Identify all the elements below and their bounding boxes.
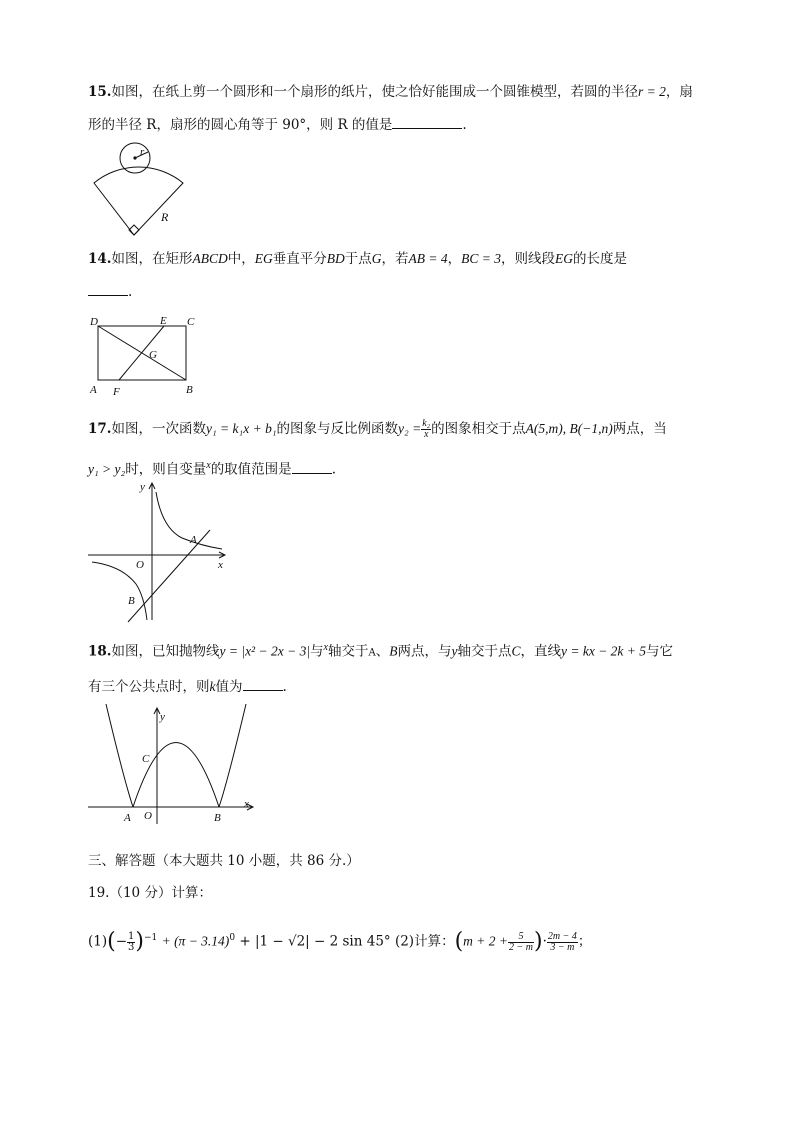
- q14-label-B: B: [186, 384, 193, 396]
- q18-text: 如图，已知抛物线: [111, 643, 220, 660]
- q17-figure: [86, 478, 236, 624]
- q14-label-E: E: [160, 315, 167, 327]
- q17-condition: y₁ > y₂: [88, 461, 126, 477]
- q14-abcd: ABCD: [192, 251, 228, 266]
- q18-text: 有三个公共点时，则: [88, 679, 210, 695]
- q18-b: B: [389, 643, 398, 659]
- q14-label-G: G: [149, 349, 157, 361]
- q18-line2: [88, 676, 287, 697]
- q14-label-D: D: [90, 316, 98, 328]
- q17-text: 的图象相交于点: [431, 421, 526, 437]
- q18-a: A: [368, 647, 376, 659]
- q19-frac-5: [508, 932, 534, 953]
- q19-paren2-close: ): [534, 929, 543, 954]
- q18-line: y = kx − 2k + 5: [560, 643, 647, 659]
- q17-end: .: [331, 461, 336, 478]
- q18-label-x: x: [244, 798, 249, 810]
- q15-figure: [88, 140, 198, 240]
- q19-abs-sin-term: + |1 − √2| − 2 sin 45°: [239, 933, 391, 950]
- q17-inverse-frac: [421, 419, 431, 440]
- q18-text: 与它: [646, 643, 674, 660]
- q18-label-A: A: [124, 812, 131, 824]
- q17-linear-fn: y₁ = k₁x + b₁: [206, 421, 277, 436]
- q18-x: x: [323, 642, 328, 653]
- q14-number: 14.: [88, 251, 112, 267]
- q14-text: ，则线段: [500, 251, 555, 267]
- q19-exp: −1: [144, 933, 158, 943]
- q15-radius: r = 2: [638, 84, 666, 99]
- q18-parabola: y = |x² − 2x − 3|: [219, 643, 311, 659]
- q19-frac-num: 2m − 4: [547, 930, 577, 942]
- q18-line1: [88, 638, 673, 664]
- q17-frac-den: x: [423, 429, 429, 440]
- q17-label-B: B: [128, 595, 135, 607]
- q17-text: 时，则自变量: [125, 461, 207, 478]
- q14-ab: AB = 4: [408, 251, 448, 266]
- q14-text: 中，: [227, 251, 255, 267]
- q15-text1: 如图，在纸上剪一个圆形和一个扇形的纸片，使之恰好能围成一个圆锥模型，若圆的半径: [111, 84, 638, 100]
- q15-sector: [94, 167, 183, 235]
- q14-label-F: F: [113, 386, 120, 397]
- q18-number: 18.: [88, 643, 112, 660]
- q14-answer-blank[interactable]: [88, 281, 128, 296]
- q18-text: 轴交于: [327, 643, 369, 660]
- q15-text2: 形的半径 R，扇形的圆心角等于 90°，则 R 的值是: [88, 117, 393, 133]
- q19-frac-den: 3 − m: [550, 941, 575, 953]
- q17-inverse-lhs: y₂ =: [398, 421, 422, 436]
- q17-line-y1: [128, 530, 210, 622]
- q15-answer-blank[interactable]: [392, 114, 462, 129]
- q15-text2-end: .: [462, 117, 467, 133]
- q17-label-x: x: [218, 559, 223, 571]
- q14-text: 于点: [344, 251, 372, 267]
- q17-number: 17.: [88, 421, 112, 437]
- q14-figure: [88, 312, 203, 397]
- q15-label-R: R: [161, 210, 169, 224]
- q17-text: 两点，当: [612, 421, 667, 437]
- q17-text: 的取值范围是: [210, 461, 292, 478]
- q14-eg: EG: [254, 251, 273, 266]
- q15-number: 15.: [88, 84, 112, 100]
- q14-bc: BC = 3: [461, 251, 501, 266]
- q14-line1: [88, 249, 627, 269]
- q17-x: x: [206, 460, 211, 471]
- q19-part1-label: (1): [88, 933, 108, 950]
- q14-text: ，若: [381, 251, 409, 267]
- q18-text: 值为: [215, 679, 243, 695]
- q15-line1: [88, 82, 693, 102]
- q18-label-y: y: [160, 711, 165, 723]
- q14-text: 的长度是: [572, 251, 627, 267]
- q17-text: 的图象与反比例函数: [276, 421, 399, 437]
- q17-line2: [88, 456, 336, 480]
- q14-g: G: [371, 251, 382, 266]
- q14-text: ，: [447, 251, 462, 267]
- q18-k: k: [209, 679, 216, 694]
- q17-label-A: A: [190, 534, 197, 546]
- q18-end: .: [282, 679, 287, 695]
- q17-answer-blank[interactable]: [292, 459, 332, 474]
- q14-text: 垂直平分: [272, 251, 327, 267]
- q18-y: y: [451, 643, 458, 659]
- q19-dot: ·: [542, 933, 547, 950]
- q17-text: 如图，一次函数: [111, 421, 206, 437]
- q17-label-y: y: [140, 481, 145, 493]
- q15-line2: [88, 114, 467, 135]
- q19-paren-close: ): [135, 929, 144, 954]
- q18-curve-left: [106, 704, 133, 807]
- q18-label-C: C: [142, 753, 150, 765]
- q19-frac-num: 1: [128, 930, 135, 942]
- q19-title: 19.（10 分）计算：: [88, 885, 212, 901]
- q18-text: 、: [375, 643, 390, 660]
- q19-frac-2m: [547, 932, 578, 953]
- q18-text: 与: [310, 643, 324, 660]
- q18-text: 轴交于点: [457, 643, 512, 660]
- q18-curve-right: [219, 704, 246, 807]
- q18-label-O: O: [144, 810, 152, 822]
- q14-bd: BD: [326, 251, 345, 266]
- q15-label-r: r: [140, 146, 145, 158]
- q14-eg: EG: [554, 251, 573, 266]
- q14-line2: [88, 281, 132, 302]
- q19-frac-den: 2 − m: [509, 941, 534, 953]
- q19-paren-open: (: [107, 929, 116, 954]
- q14-label-A: A: [90, 384, 97, 396]
- q19-expressions: [88, 928, 591, 953]
- q19-neg: −: [115, 933, 128, 950]
- q18-figure: [86, 700, 258, 828]
- q18-answer-blank[interactable]: [243, 676, 283, 691]
- q14-end: .: [128, 284, 133, 300]
- q14-text: 如图，在矩形: [111, 251, 193, 267]
- q19-part2-label: (2)计算：: [394, 933, 455, 950]
- q17-frac-num: k₂: [422, 418, 431, 429]
- q19-frac-num: 5: [508, 932, 534, 943]
- q14-label-C: C: [187, 316, 195, 328]
- q17-label-O: O: [136, 559, 144, 571]
- q19-pi-term: + (π − 3.14): [161, 933, 230, 949]
- q17-points: A(5,m), B(−1,n): [525, 421, 613, 436]
- q18-label-B: B: [214, 812, 221, 824]
- q14-segment-ef: [119, 326, 164, 380]
- q19-m-term: m + 2 +: [463, 933, 509, 949]
- q19-paren2-open: (: [454, 929, 464, 954]
- q17-line1: [88, 419, 667, 440]
- q19-end: ；: [577, 933, 592, 950]
- q15-text1-end: ，扇: [665, 84, 693, 100]
- q19-frac-den: 3: [128, 941, 135, 953]
- q18-c: C: [511, 643, 521, 659]
- q18-text: ，直线: [520, 643, 561, 660]
- section-header: 三、解答题（本大题共 10 小题，共 86 分.）: [88, 853, 360, 869]
- q18-text: 两点，与: [397, 643, 452, 660]
- q17-hyperbola-upper: [156, 492, 222, 549]
- q19-exp0: 0: [229, 933, 236, 943]
